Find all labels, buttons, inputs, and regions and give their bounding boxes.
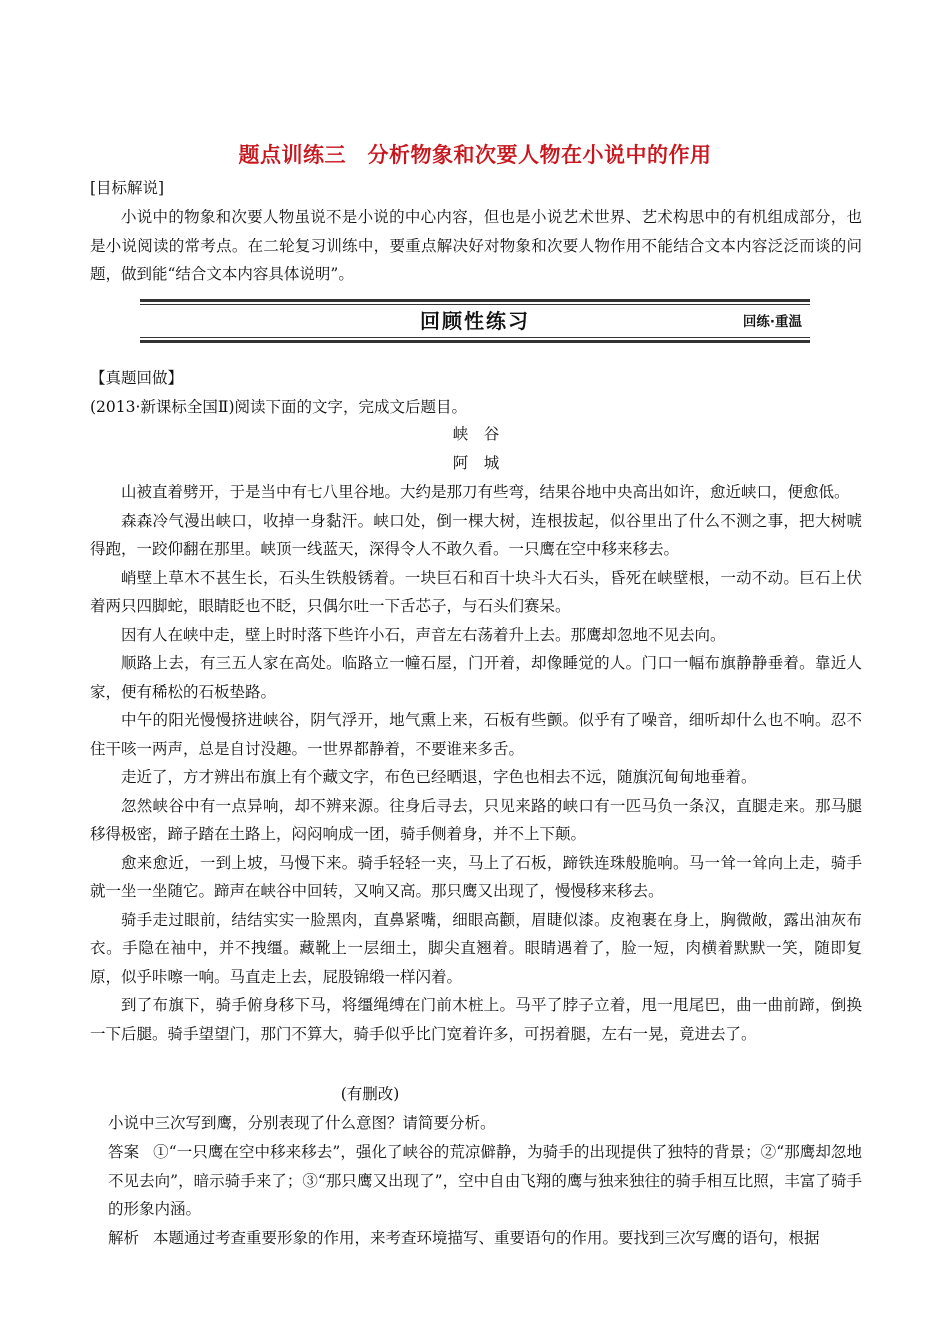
story-title: 峡 谷 <box>452 425 500 443</box>
story-paragraph: 走近了，方才辨出布旗上有个藏文字，布色已经晒退，字色也相去不远，随旗沉甸甸地垂着。 <box>121 768 757 786</box>
banner-title: 回顾性练习 <box>420 309 530 333</box>
question-text: 小说中三次写到鹰，分别表现了什么意图？请简要分析。 <box>108 1114 496 1132</box>
objective-label: [目标解说] <box>90 179 165 197</box>
answer-label: 答案 <box>108 1143 140 1161</box>
objective-text: 小说中的物象和次要人物虽说不是小说的中心内容，但也是小说艺术世界、艺术构思中的有机组成部分，也是小说阅读的常考点。在二轮复习训练中，要重点解决好对物象和次要人物作用不能结合文本内容泛泛而谈的问题，做到能“结合文本内容具体说明”。 <box>90 208 862 283</box>
story-paragraph: 骑手走过眼前，结结实实一脸黑肉，直鼻紧嘴，细眼高颧，眉睫似漆。皮袍裹在身上，胸微敞，露出油灰布衣。手隐在袖中，并不拽缰。藏靴上一层细土，脚尖直翘着。眼睛遇着了，脸一短，肉横着默默一笑，随即复原，似乎咔嚓一响。马直走上去，屁股锦缎一样闪着。 <box>90 910 862 986</box>
story-paragraph: 因有人在峡中走，壁上时时落下些许小石，声音左右荡着升上去。那鹰却忽地不见去向。 <box>121 625 726 644</box>
page-title: 题点训练三 分析物象和次要人物在小说中的作用 <box>238 143 712 167</box>
story-paragraph: 中午的阳光慢慢挤进峡谷，阴气浮开，地气熏上来，石板有些颤。似乎有了噪音，细听却什么也不响。忍不住干咳一两声，总是自讨没趣。一世界都静着，不要谁来多舌。 <box>90 711 862 758</box>
story-paragraph: 愈来愈近，一到上坡，马慢下来。骑手轻轻一夹，马上了石板，蹄铁连珠般脆响。马一耸一耸向上走，骑手就一坐一坐随它。蹄声在峡谷中回转，又响又高。那只鹰又出现了，慢慢移来移去。 <box>90 853 862 900</box>
section-banner <box>140 299 810 343</box>
story-body <box>90 478 862 1048</box>
story-author: 阿 城 <box>452 454 500 472</box>
banner-rule-top <box>140 304 810 305</box>
story-paragraph: 峭壁上草木不甚生长，石头生铁般锈着。一块巨石和百十块斗大石头，昏死在峡壁根，一动不动。巨石上伏着两只四脚蛇，眼睛眨也不眨，只偶尔吐一下舌芯子，与石头们赛呆。 <box>90 568 862 615</box>
analysis-text: 本题通过考查重要形象的作用，来考查环境描写、重要语句的作用。要找到三次写鹰的语句，根据 <box>153 1229 820 1247</box>
analysis-block <box>108 1224 862 1253</box>
answer-text: ①“一只鹰在空中移来移去”，强化了峡谷的荒凉僻静，为骑手的出现提供了独特的背景；②“那鹰却忽地不见去向”，暗示骑手来了；③“那只鹰又出现了”，空中自由飞翔的鹰与独来独往的骑手相互比照，丰富了骑手的形象内涵。 <box>108 1143 862 1218</box>
banner-rule-bottom <box>140 337 810 338</box>
story-paragraph: 森森冷气漫出峡口，收掉一身黏汗。峡口处，倒一棵大树，连根拔起，似谷里出了什么不测之事，把大树唬得跑，一跤仰翻在那里。峡顶一线蓝天，深得令人不敢久看。一只鹰在空中移来移去。 <box>90 511 862 558</box>
answer-block <box>108 1138 862 1224</box>
story-paragraph: 山被直着劈开，于是当中有七八里谷地。大约是那刀有些弯，结果谷地中央高出如许，愈近峡口，便愈低。 <box>121 483 850 501</box>
analysis-label: 解析 <box>108 1229 140 1247</box>
story-paragraph: 忽然峡谷中有一点异响，却不辨来源。往身后寻去，只见来路的峡口有一匹马负一条汉，直腿走来。那马腿移得极密，蹄子踏在土路上，闷闷响成一团，骑手侧着身，并不上下颠。 <box>90 796 862 843</box>
story-note: (有删改) <box>340 1085 400 1103</box>
story-paragraph: 顺路上去，有三五人家在高处。临路立一幢石屋，门开着，却像睡觉的人。门口一幅布旗静静垂着。靠近人家，便有稀松的石板垫路。 <box>90 654 862 701</box>
banner-subtitle: 回练·重温 <box>742 314 802 330</box>
story-paragraph: 到了布旗下，骑手俯身移下马，将缰绳缚在门前木桩上。马平了脖子立着，甩一甩尾巴，曲一曲前蹄，倒换一下后腿。骑手望望门，那门不算大，骑手似乎比门宽着许多，可拐着腿，左右一晃，竟进去了。 <box>90 996 862 1043</box>
section-label: 【真题回做】 <box>90 369 184 387</box>
source-line: (2013·新课标全国Ⅱ)阅读下面的文字，完成文后题目。 <box>90 398 468 416</box>
